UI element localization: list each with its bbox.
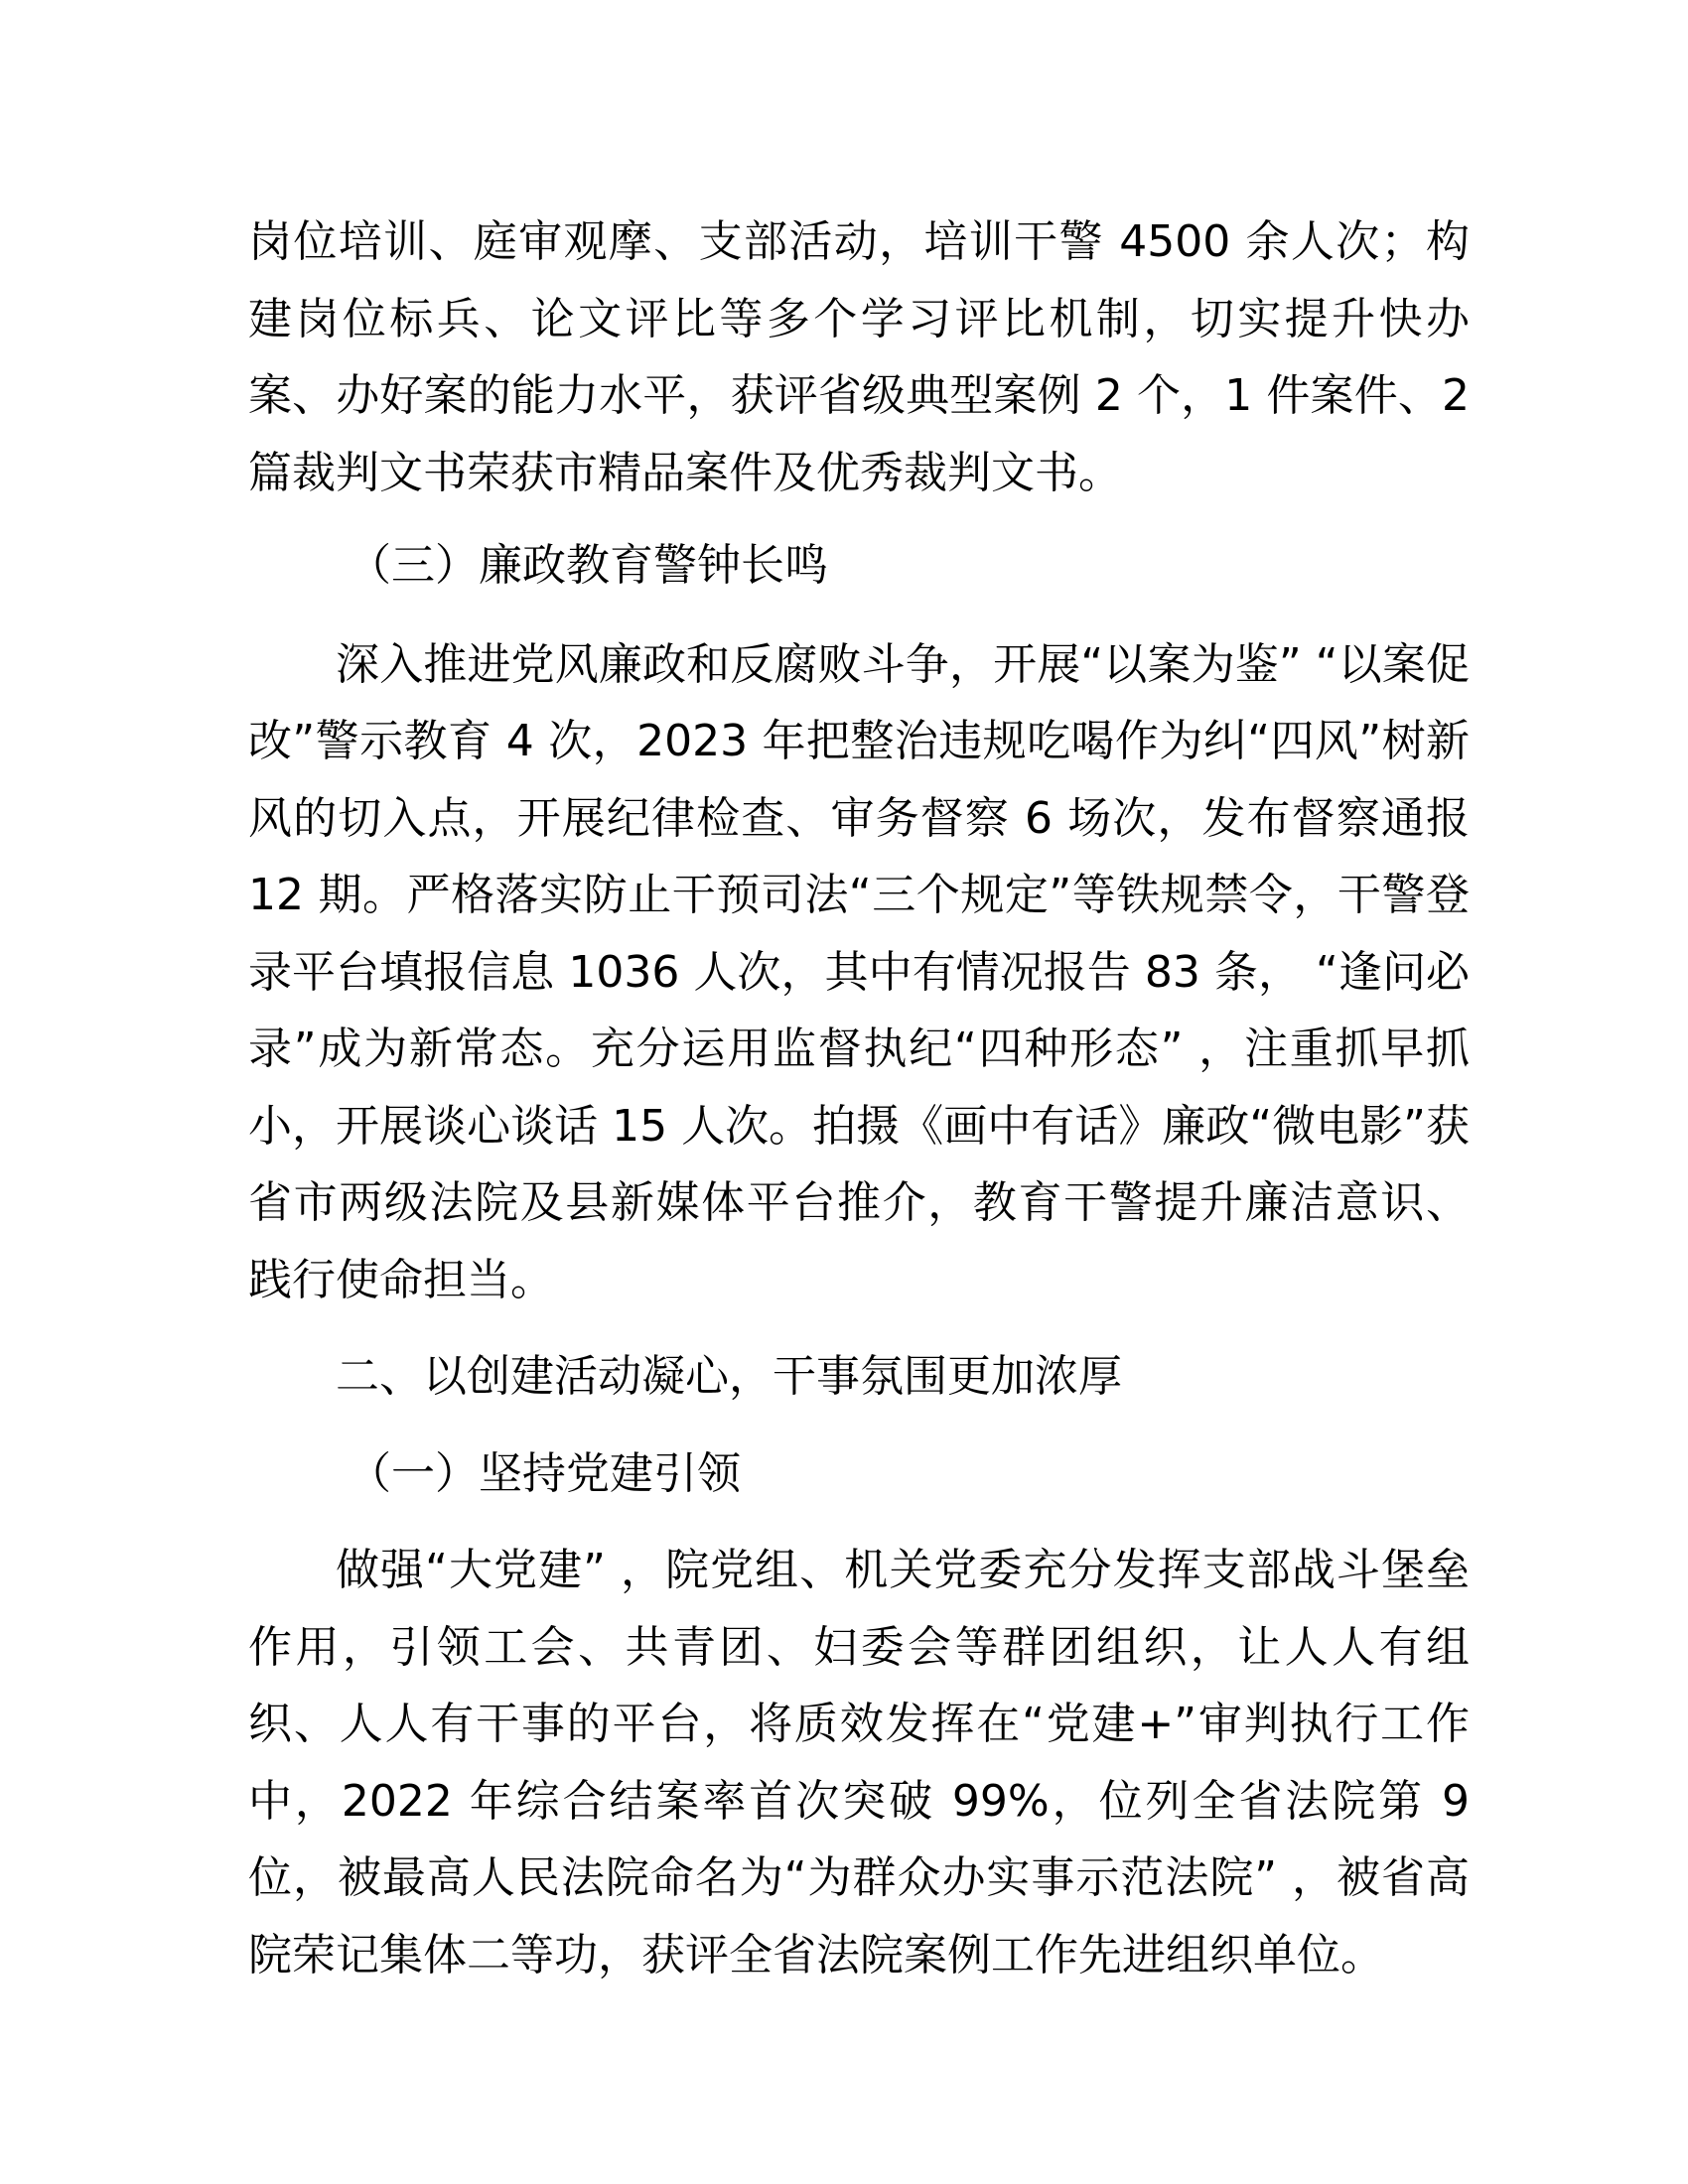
section-heading-creation-activities: 二、以创建活动凝心，干事氛围更加浓厚 (336, 1351, 1122, 1402)
document-page (248, 204, 1470, 1993)
paragraph-spacer (248, 1512, 1470, 1532)
paragraph-spacer (248, 511, 1470, 527)
paragraph-spacer (248, 1318, 1470, 1338)
paragraph-training: 岗位培训、庭审观摩、支部活动，培训干警 4500 余人次；构建岗位标兵、论文评比等多个学习评比机制，切实提升快办案、办好案的能力水平，获评省级典型案例 2 个，1 件案件、2 篇裁判文书荣获市精品案件及优秀裁判文书。 (248, 216, 1470, 498)
paragraph-anti-corruption: 深入推进党风廉政和反腐败斗争，开展“以案为鉴” “以案促改”警示教育 4 次，2023 年把整治违规吃喝作为纠“四风”树新风的切入点，开展纪律检查、审务督察 6 场次，发布督察通报 12 期。严格落实防止干预司法“三个规定”等铁规禁令，干警登录平台填报信息 1036 人次，其中有情况报告 83 条， “逢问必录”成为新常态。充分运用监督执纪“四种形态” ，注重抓早抓小，开展谈心谈话 15 人次。拍摄《画中有话》廉政“微电影”获省市两级法院及县新媒体平台推介，教育干警提升廉洁意识、践行使命担当。 (248, 638, 1470, 1305)
paragraph-spacer (248, 605, 1470, 626)
section-heading-party-building: （一）坚持党建引领 (348, 1447, 741, 1499)
section-heading-integrity-education: （三）廉政教育警钟长鸣 (348, 540, 828, 591)
paragraph-spacer (248, 1416, 1470, 1435)
paragraph-party-building: 做强“大党建” ，院党组、机关党委充分发挥支部战斗堡垒作用，引领工会、共青团、妇委会等群团组织，让人人有组织、人人有干事的平台，将质效发挥在“党建+”审判执行工作中，2022 年综合结案率首次突破 99%，位列全省法院第 9 位，被最高人民法院命名为“为群众办实事示范法院” ，被省高院荣记集体二等功，获评全省法院案例工作先进组织单位。 (248, 1545, 1470, 1980)
